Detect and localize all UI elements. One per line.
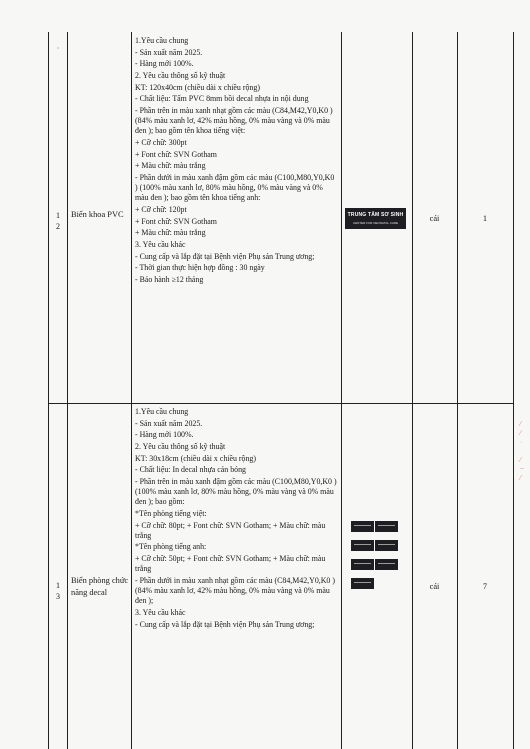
description-line: - Bảo hành ≥12 tháng xyxy=(135,275,204,285)
description-line: KT: 30x18cm (chiều dài x chiều rộng) xyxy=(135,453,256,463)
row-number-digit: 3 xyxy=(56,592,60,601)
row-number-digit: 2 xyxy=(56,222,60,231)
column-divider xyxy=(457,32,458,749)
description-line: - Phần dưới in màu xanh nhạt gồm các màu (C84,M42,Y0,K0 ) (84% màu xanh lơ, 42% màu hồng, 0% màu vàng và 0% màu đen ); xyxy=(135,575,335,606)
description-line: - Phần trên in màu xanh đậm gồm các màu (C100,M80,Y0,K0 ) (100% màu xanh lơ, 80% màu hồng, 0% màu vàng và 0% màu đen ); bao gồm: xyxy=(135,477,337,507)
item-unit: cái xyxy=(429,582,440,591)
description-line: - Sản xuất năm 2025. xyxy=(135,418,203,428)
stamp-mark: ⁄ ~ ⁄ xyxy=(520,457,525,482)
row-number-digit: 1 xyxy=(56,581,60,590)
description-line: + Cỡ chữ: 300pt xyxy=(135,138,187,147)
item-name: Biển khoa PVC xyxy=(71,210,124,219)
description-line: - Cung cấp và lắp đặt tại Bệnh viện Phụ sản Trung ương; xyxy=(135,251,315,261)
description-line: 2. Yêu cầu thông số kỹ thuật xyxy=(135,442,226,452)
description-line: 3. Yêu cầu khác xyxy=(135,240,186,249)
item-unit: cái xyxy=(429,214,440,223)
row-marker: · xyxy=(56,44,60,53)
description-line: - Hàng mới 100%. xyxy=(135,430,194,440)
row-number xyxy=(49,210,67,232)
room-sign-tile xyxy=(375,521,398,532)
room-sign-tile xyxy=(351,559,374,570)
column-divider xyxy=(341,32,342,749)
description-line: *Tên phòng tiếng việt: xyxy=(135,509,207,518)
row-number xyxy=(49,580,67,602)
room-sign-tile xyxy=(351,540,374,551)
description-line: - Chất liệu: Tấm PVC 8mm bồi decal nhựa in nội dung xyxy=(135,94,309,104)
item-description xyxy=(135,407,337,631)
item-quantity: 7 xyxy=(482,582,488,591)
description-line: + Cỡ chữ: 50pt; + Font chữ: SVN Gotham; + Màu chữ: màu trắng xyxy=(135,554,326,574)
row-number-digit: 1 xyxy=(56,211,60,220)
description-line: 1.Yêu cầu chung xyxy=(135,407,189,416)
sign-mockup-title: TRUNG TÂM SƠ SINH xyxy=(347,212,404,218)
description-line: + Màu chữ: màu trắng xyxy=(135,161,206,171)
room-sign-tile xyxy=(375,559,398,570)
room-sign-tile xyxy=(375,540,398,551)
sign-mockup-subtitle: CENTER FOR NEONATAL CARE xyxy=(352,221,399,225)
description-line: - Hàng mới 100%. xyxy=(135,59,194,69)
column-divider xyxy=(131,32,132,749)
description-line: + Font chữ: SVN Gotham xyxy=(135,149,217,159)
room-sign-tile xyxy=(351,578,374,589)
item-description xyxy=(135,36,337,287)
description-line: *Tên phòng tiếng anh: xyxy=(135,542,207,552)
description-line: - Sản xuất năm 2025. xyxy=(135,47,203,57)
row-divider xyxy=(49,403,513,404)
description-line: KT: 120x40cm (chiều dài x chiều rộng) xyxy=(135,82,260,92)
description-line: + Cỡ chữ: 80pt; + Font chữ: SVN Gotham; + Màu chữ: màu trắng xyxy=(135,520,326,540)
sign-mockup-image xyxy=(345,208,406,229)
description-line: + Màu chữ: màu trắng xyxy=(135,228,206,238)
room-sign-tile xyxy=(351,521,374,532)
column-divider xyxy=(67,32,68,749)
description-line: - Chất liệu: In decal nhựa cán bóng xyxy=(135,465,246,475)
description-line: 3. Yêu cầu khác xyxy=(135,607,186,617)
description-line: + Cỡ chữ: 120pt xyxy=(135,204,187,214)
description-line: - Phần trên in màu xanh nhạt gồm các màu (C84,M42,Y0,K0 ) (84% màu xanh lơ, 42% màu hồng, 0% màu vàng và 0% màu đen ); bao gồm tên khoa tiếng việt: xyxy=(135,106,333,136)
description-line: 1.Yêu cầu chung xyxy=(135,36,189,45)
column-divider xyxy=(412,32,413,749)
item-quantity: 1 xyxy=(482,214,488,223)
description-line: 2. Yêu cầu thông số kỹ thuật xyxy=(135,71,226,81)
stamp-mark: ⁄ ⁄ · xyxy=(520,421,523,446)
item-name: Biển phòng chức năng decal xyxy=(71,576,129,597)
spec-table xyxy=(48,32,514,749)
description-line: - Cung cấp và lắp đặt tại Bệnh viện Phụ sản Trung ương; xyxy=(135,619,315,629)
description-line: - Thời gian thực hiện hợp đồng : 30 ngày xyxy=(135,263,265,273)
description-line: + Font chữ: SVN Gotham xyxy=(135,216,217,226)
description-line: - Phần dưới in màu xanh đậm gồm các màu (C100,M80,Y0,K0 ) (100% màu xanh lơ, 80% màu hồng, 0% màu vàng và 0% màu đen ); bao gồm tên khoa tiếng anh: xyxy=(135,173,335,203)
